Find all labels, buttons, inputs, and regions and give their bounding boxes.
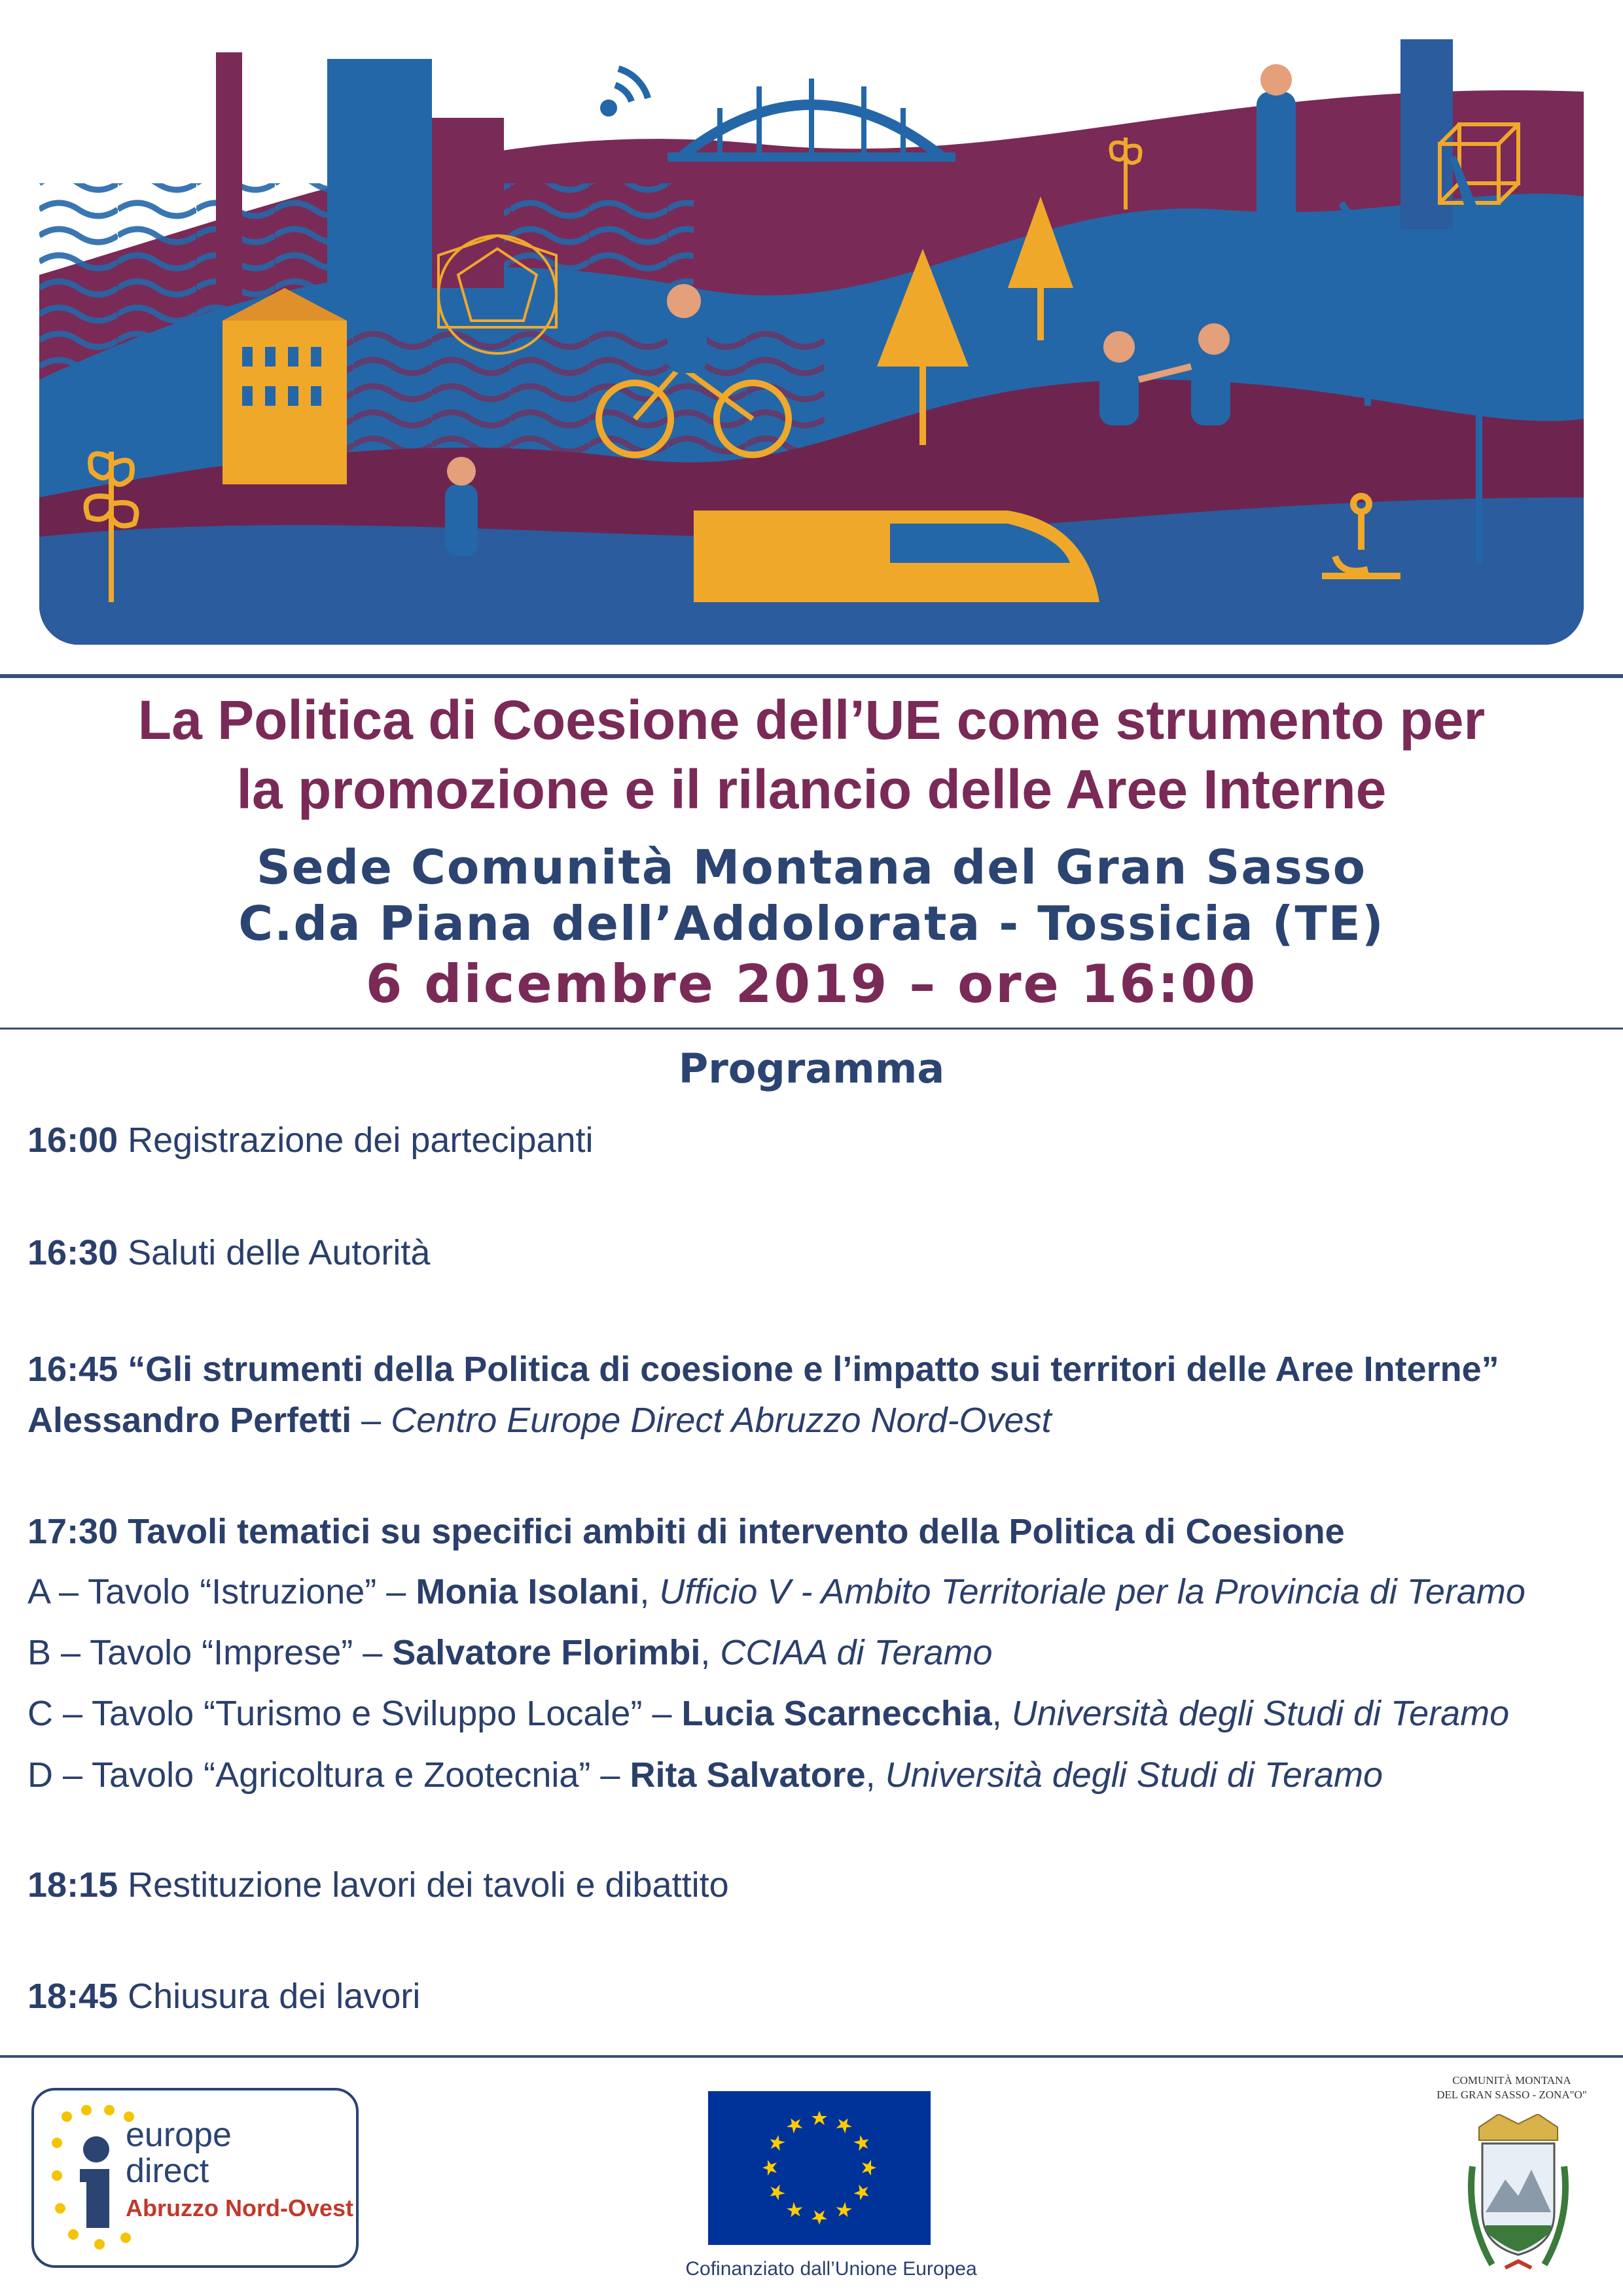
table-row — [27, 1754, 1383, 1796]
program-item — [27, 1511, 1345, 1552]
program-text: Chiusura dei lavori — [118, 1977, 421, 2016]
event-title-line2: la promozione e il rilancio delle Aree Interne — [236, 759, 1387, 820]
program-text: Tavoli tematici su specifici ambiti di intervento della Politica di Coesione — [118, 1512, 1345, 1551]
table-prefix: C – Tavolo “Turismo e Sviluppo Locale” – — [27, 1694, 682, 1733]
table-prefix: A – Tavolo “Istruzione” – — [27, 1572, 416, 1611]
table-speaker: Salvatore Florimbi — [392, 1633, 701, 1672]
table-speaker: Monia Isolani — [416, 1572, 640, 1611]
speaker-org: Centro Europe Direct Abruzzo Nord-Ovest — [391, 1401, 1052, 1440]
program-heading: Programma — [678, 1045, 945, 1092]
eu-flag — [708, 2091, 931, 2245]
europe-direct-i-icon — [47, 2104, 139, 2254]
table-row — [27, 1571, 1525, 1613]
europe-direct-line1: europe — [126, 2116, 232, 2154]
table-sep: , — [700, 1633, 721, 1672]
table-sep: , — [865, 1755, 885, 1795]
comunita-montana-crest — [1466, 2114, 1571, 2278]
event-date: 6 dicembre 2019 – ore 16:00 — [365, 954, 1258, 1014]
table-org: CCIAA di Teramo — [720, 1633, 993, 1672]
program-time: 18:45 — [27, 1977, 118, 2016]
program-item — [27, 1348, 1499, 1390]
program-time: 16:30 — [27, 1233, 118, 1272]
event-title-line1: La Politica di Coesione dell’UE come strumento per — [137, 689, 1486, 751]
europe-direct-line2: direct — [126, 2152, 209, 2190]
table-speaker: Rita Salvatore — [630, 1755, 866, 1795]
venue-line2: C.da Piana dell’Addolorata - Tossicia (TE) — [238, 896, 1385, 951]
program-item — [27, 1864, 729, 1906]
hero-illustration — [39, 39, 1584, 645]
program-time: 18:15 — [27, 1865, 118, 1905]
divider-bottom — [0, 2055, 1623, 2058]
comunita-line1: COMUNITÀ MONTANA — [1452, 2074, 1571, 2087]
europe-direct-line3: Abruzzo Nord-Ovest — [126, 2195, 354, 2221]
table-prefix: D – Tavolo “Agricoltura e Zootecnia” – — [27, 1755, 630, 1795]
speaker-name: Alessandro Perfetti — [27, 1401, 352, 1440]
table-org: Università degli Studi di Teramo — [885, 1755, 1383, 1795]
program-text: Registrazione dei partecipanti — [118, 1121, 594, 1160]
table-prefix: B – Tavolo “Imprese” – — [27, 1633, 393, 1672]
speaker-sep: – — [351, 1401, 391, 1440]
program-text: Saluti delle Autorità — [118, 1233, 431, 1272]
program-item — [27, 1975, 420, 2017]
table-org: Università degli Studi di Teramo — [1011, 1694, 1510, 1733]
table-speaker: Lucia Scarnecchia — [681, 1694, 992, 1733]
comunita-line2: DEL GRAN SASSO - ZONA"O" — [1436, 2089, 1587, 2101]
venue-line1: Sede Comunità Montana del Gran Sasso — [256, 840, 1367, 895]
program-time: 17:30 — [27, 1512, 118, 1551]
europe-direct-logo — [31, 2088, 359, 2268]
program-time: 16:00 — [27, 1121, 118, 1160]
program-text: “Gli strumenti della Politica di coesione e l’impatto sui territori delle Aree Interne” — [118, 1350, 1499, 1389]
divider-mid — [0, 1028, 1623, 1030]
table-sep: , — [639, 1572, 660, 1611]
table-sep: , — [991, 1694, 1012, 1733]
table-row — [27, 1693, 1509, 1734]
eu-cofunding-caption: Cofinanziato dall’Unione Europea — [685, 2258, 977, 2280]
program-list — [27, 1119, 1598, 2022]
divider-top — [0, 674, 1623, 678]
table-org: Ufficio V - Ambito Territoriale per la Provincia di Teramo — [659, 1572, 1525, 1611]
program-item — [27, 1119, 594, 1161]
table-row — [27, 1632, 993, 1674]
program-time: 16:45 — [27, 1350, 118, 1389]
comunita-montana-caption — [1427, 2073, 1597, 2102]
program-item — [27, 1232, 430, 1274]
program-text: Restituzione lavori dei tavoli e dibattito — [118, 1865, 729, 1905]
program-speaker — [27, 1399, 1052, 1441]
